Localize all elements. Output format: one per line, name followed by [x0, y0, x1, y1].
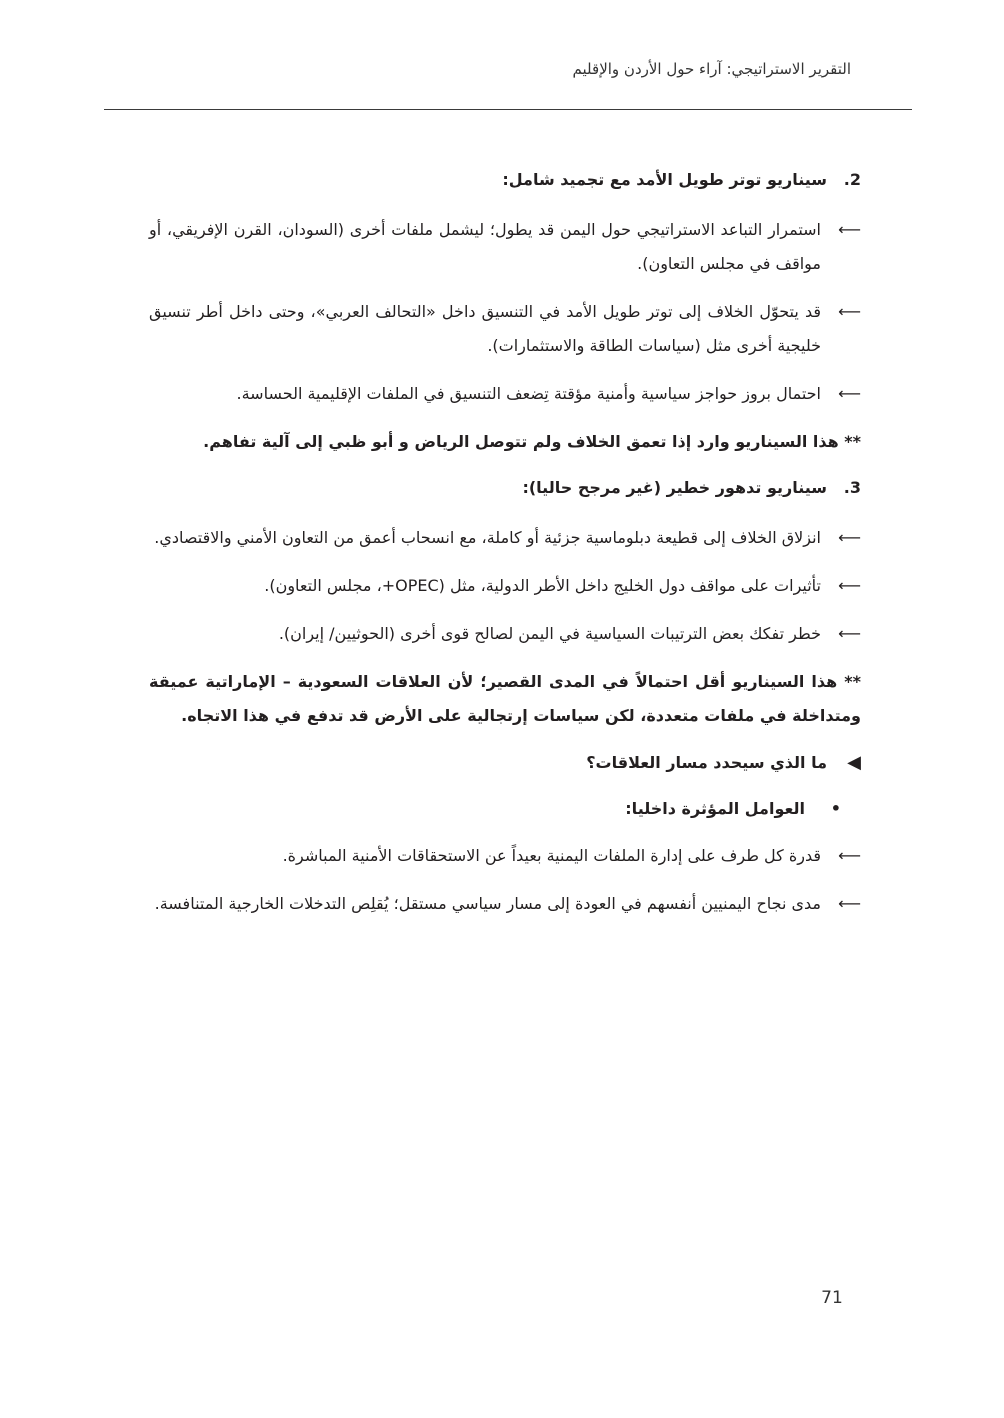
- section-2-point: [149, 295, 861, 363]
- section-3-point-text: خطر تفكك بعض الترتيبات السياسية في اليمن لصالح قوى أخرى (الحوثيين/ إيران).: [278, 624, 821, 643]
- internal-factors-heading: [149, 793, 861, 825]
- header-divider: [104, 109, 912, 110]
- section-3-title: سيناريو تدهور خطير (غير مرجح حاليا):: [522, 478, 827, 497]
- page-number: 71: [821, 1288, 843, 1308]
- section-2-point-text: استمرار التباعد الاستراتيجي حول اليمن قد يطول؛ ليشمل ملفات أخرى (السودان، القرن الإفريقي، أو مواقف في مجلس التعاون).: [149, 220, 821, 273]
- arrow-icon: ⟵: [838, 894, 861, 913]
- arrow-icon: ⟵: [838, 576, 861, 595]
- section-3-point: [149, 521, 861, 555]
- section-2-point: [149, 377, 861, 411]
- section-3-point-text: انزلاق الخلاف إلى قطيعة دبلوماسية جزئية أو كاملة، مع انسحاب أعمق من التعاون الأمني والاقتصادي.: [154, 528, 821, 547]
- triangle-icon: ◀: [847, 752, 861, 773]
- arrow-icon: ⟵: [838, 384, 861, 403]
- section-2-point: [149, 213, 861, 281]
- internal-factors-title: العوامل المؤثرة داخليا:: [625, 799, 805, 818]
- section-3-point-text: تأثيرات على مواقف دول الخليج داخل الأطر الدولية، مثل (OPEC+، مجلس التعاون).: [264, 576, 821, 595]
- section-3-number: 3.: [843, 478, 861, 497]
- section-3-point: [149, 569, 861, 603]
- section-2-note: ** هذا السيناريو وارد إذا تعمق الخلاف ولم تتوصل الرياض و أبو ظبي إلى آلية تفاهم.: [203, 432, 861, 451]
- bullet-icon: •: [830, 799, 841, 818]
- arrow-icon: ⟵: [838, 624, 861, 643]
- factor-point-text: مدى نجاح اليمنيين أنفسهم في العودة إلى مسار سياسي مستقل؛ يُقلِص التدخلات الخارجية المتنافسة.: [154, 894, 821, 913]
- running-header: التقرير الاستراتيجي: آراء حول الأردن والإقليم: [572, 60, 851, 78]
- section-2-point-text: قد يتحوّل الخلاف إلى توتر طويل الأمد في التنسيق داخل «التحالف العربي»، وحتى داخل أطر تنسيق خليجية أخرى مثل (سياسات الطاقة والاستثمارات).: [149, 302, 821, 355]
- factor-point: [149, 887, 861, 921]
- arrow-icon: ⟵: [838, 220, 861, 239]
- page-body: [149, 165, 861, 935]
- question-heading: [149, 747, 861, 779]
- arrow-icon: ⟵: [838, 846, 861, 865]
- section-2-number: 2.: [843, 170, 861, 189]
- factor-point: [149, 839, 861, 873]
- section-3-note: ** هذا السيناريو أقل احتمالاً في المدى القصير؛ لأن العلاقات السعودية – الإماراتية عميقة ومتداخلة في ملفات متعددة، لكن سياسات إرتجالية على الأرض قد تدفع في هذا الاتجاه.: [149, 672, 861, 725]
- question-title: ما الذي سيحدد مسار العلاقات؟: [586, 753, 827, 772]
- section-2-heading: [149, 165, 861, 195]
- section-3-heading: [149, 473, 861, 503]
- arrow-icon: ⟵: [838, 302, 861, 321]
- section-2-point-text: احتمال بروز حواجز سياسية وأمنية مؤقتة تِضعف التنسيق في الملفات الإقليمية الحساسة.: [236, 384, 821, 403]
- arrow-icon: ⟵: [838, 528, 861, 547]
- section-3-point: [149, 617, 861, 651]
- section-2-title: سيناريو توتر طويل الأمد مع تجميد شامل:: [502, 170, 827, 189]
- factor-point-text: قدرة كل طرف على إدارة الملفات اليمنية بعيداً عن الاستحقاقات الأمنية المباشرة.: [282, 846, 821, 865]
